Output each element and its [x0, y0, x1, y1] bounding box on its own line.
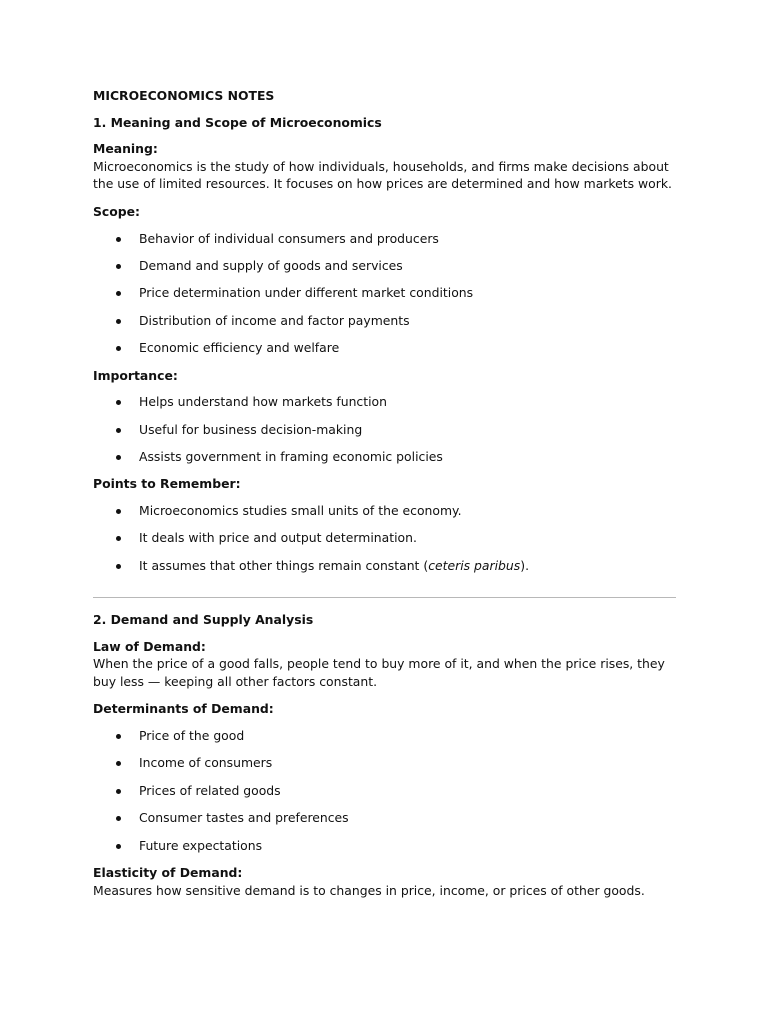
- importance-list: [93, 393, 676, 475]
- bullet-icon: [116, 455, 121, 460]
- list-item: Consumer tastes and preferences: [93, 809, 676, 836]
- importance-label: Importance:: [93, 367, 178, 383]
- list-item: Behavior of individual consumers and producers: [93, 230, 676, 257]
- bullet-icon: [116, 237, 121, 242]
- bullet-icon: [116, 291, 121, 296]
- bullet-icon: [116, 346, 121, 351]
- list-item: Microeconomics studies small units of the economy.: [93, 502, 676, 529]
- section-1-title: 1. Meaning and Scope of Microeconomics: [93, 114, 382, 130]
- list-item: Income of consumers: [93, 754, 676, 781]
- meaning-label: Meaning:: [93, 141, 158, 157]
- bullet-icon: [116, 400, 121, 405]
- scope-label: Scope:: [93, 203, 141, 219]
- list-item: Distribution of income and factor payments: [93, 312, 676, 339]
- bullet-icon: [116, 319, 121, 324]
- list-item: Future expectations: [93, 837, 676, 864]
- list-item: Helps understand how markets function: [93, 393, 676, 420]
- elasticity-text: Measures how sensitive demand is to changes in price, income, or prices of other goods.: [93, 882, 645, 898]
- law-of-demand-label: Law of Demand:: [93, 638, 206, 654]
- bullet-icon: [116, 734, 121, 739]
- bullet-icon: [116, 564, 121, 569]
- bullet-icon: [116, 428, 121, 433]
- ceteris-paribus-term: ceteris paribus: [428, 557, 521, 573]
- list-item: Useful for business decision-making: [93, 421, 676, 448]
- bullet-icon: [116, 761, 121, 766]
- list-item: Price determination under different market conditions: [93, 284, 676, 311]
- list-item: Assists government in framing economic policies: [93, 448, 676, 475]
- scope-list: [93, 230, 676, 367]
- list-item: Demand and supply of goods and services: [93, 257, 676, 284]
- bullet-icon: [116, 509, 121, 514]
- determinants-list: [93, 727, 676, 864]
- document-title: MICROECONOMICS NOTES: [93, 88, 275, 103]
- list-item: Price of the good: [93, 727, 676, 754]
- elasticity-label: Elasticity of Demand:: [93, 864, 243, 880]
- points-to-remember-label: Points to Remember:: [93, 476, 241, 492]
- bullet-icon: [116, 789, 121, 794]
- determinants-label: Determinants of Demand:: [93, 701, 274, 717]
- section-divider: [93, 597, 676, 598]
- document-page: [93, 87, 676, 909]
- bullet-icon: [116, 536, 121, 541]
- list-item: It assumes that other things remain constant (ceteris paribus).: [93, 557, 676, 584]
- list-item: It deals with price and output determination.: [93, 529, 676, 556]
- list-item: Prices of related goods: [93, 782, 676, 809]
- bullet-icon: [116, 816, 121, 821]
- meaning-text: Microeconomics is the study of how individuals, households, and firms make decisions about the use of limited resources. It focuses on how prices are determined and how markets work.: [93, 158, 672, 192]
- law-of-demand-text: When the price of a good falls, people tend to buy more of it, and when the price rises, they buy less — keeping all other factors constant.: [93, 656, 665, 689]
- section-2-title: 2. Demand and Supply Analysis: [93, 612, 314, 628]
- bullet-icon: [116, 844, 121, 849]
- bullet-icon: [116, 264, 121, 269]
- list-item: Economic efficiency and welfare: [93, 339, 676, 366]
- points-list: [93, 502, 676, 584]
